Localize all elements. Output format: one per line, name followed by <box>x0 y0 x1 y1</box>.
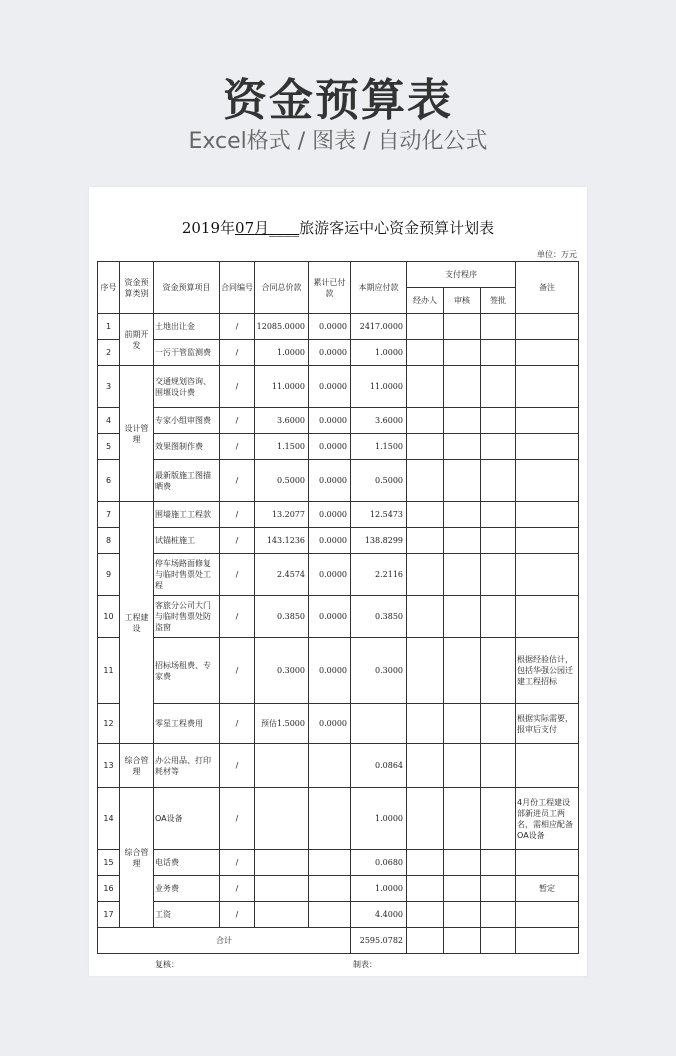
cell-contract-no: / <box>220 876 255 902</box>
cell-review <box>444 340 481 366</box>
cell-item: 客旅分公司大门与临时售票处防盗窗 <box>154 596 220 638</box>
cell-due: 2417.0000 <box>351 314 407 340</box>
header-item: 资金预算项目 <box>154 262 220 314</box>
cell-handler <box>407 744 444 788</box>
cell-seq: 3 <box>98 366 120 408</box>
title-year: 2019年 <box>181 219 236 237</box>
title-month-suffix: 月 <box>254 219 270 237</box>
cell-contract-no: / <box>220 502 255 528</box>
table-row <box>98 408 579 434</box>
cell-handler <box>407 788 444 850</box>
cell-contract-no: / <box>220 596 255 638</box>
cell-contract-no: / <box>220 340 255 366</box>
title-main: 旅游客运中心资金预算计划表 <box>299 219 495 237</box>
table-row <box>98 314 579 340</box>
cell-seq: 15 <box>98 850 120 876</box>
cell-handler <box>407 460 444 502</box>
cell-contract-total: 2.4574 <box>255 554 309 596</box>
cell-due: 11.0000 <box>351 366 407 408</box>
cell-category: 工程建设 <box>120 502 154 744</box>
cell-paid <box>309 788 351 850</box>
cell-handler <box>407 528 444 554</box>
prepared-signature-label: 制表： <box>353 960 377 969</box>
table-row <box>98 902 579 928</box>
cell-item: 土地出让金 <box>154 314 220 340</box>
cell-due: 1.0000 <box>351 788 407 850</box>
cell-item: 业务费 <box>154 876 220 902</box>
cell-remark <box>516 850 579 876</box>
cell-approve <box>481 554 516 596</box>
cell-approve <box>481 788 516 850</box>
cell-seq: 5 <box>98 434 120 460</box>
spreadsheet-page <box>89 187 587 976</box>
cell-handler <box>407 554 444 596</box>
table-body <box>98 314 579 954</box>
cell-category: 前期开发 <box>120 314 154 366</box>
cell-contract-no: / <box>220 554 255 596</box>
cell-approve <box>481 850 516 876</box>
cell-item: OA设备 <box>154 788 220 850</box>
cell-paid: 0.0000 <box>309 434 351 460</box>
header-category: 资金预算类别 <box>120 262 154 314</box>
cell-approve <box>481 502 516 528</box>
cell-due: 0.5000 <box>351 460 407 502</box>
cell-paid: 0.0000 <box>309 502 351 528</box>
cell-item: 零星工程费用 <box>154 704 220 744</box>
cell-handler <box>407 876 444 902</box>
cell-paid: 0.0000 <box>309 340 351 366</box>
cell-seq: 6 <box>98 460 120 502</box>
cell-seq: 2 <box>98 340 120 366</box>
cell-paid <box>309 902 351 928</box>
table-row <box>98 704 579 744</box>
cell-due: 12.5473 <box>351 502 407 528</box>
cell-handler <box>407 434 444 460</box>
cell-contract-no: / <box>220 744 255 788</box>
cell-contract-total: 13.2077 <box>255 502 309 528</box>
cell-paid: 0.0000 <box>309 460 351 502</box>
cell-paid: 0.0000 <box>309 314 351 340</box>
cell-contract-no: / <box>220 788 255 850</box>
unit-label: 单位：万元 <box>537 250 577 259</box>
cell-contract-no: / <box>220 850 255 876</box>
cell-contract-total: 0.3850 <box>255 596 309 638</box>
cell-review <box>444 744 481 788</box>
table-row <box>98 528 579 554</box>
cell-remark: 4月份工程建设部新进员工两名，需相应配备OA设备 <box>516 788 579 850</box>
cell-contract-total <box>255 788 309 850</box>
cell-item: 专家小组审图费 <box>154 408 220 434</box>
cell-category: 综合管理 <box>120 788 154 928</box>
title-month: 07 <box>235 219 255 237</box>
header-seq: 序号 <box>98 262 120 314</box>
cell-review <box>444 502 481 528</box>
cell-contract-no: / <box>220 366 255 408</box>
cell-seq: 11 <box>98 638 120 704</box>
cell-remark <box>516 744 579 788</box>
cell-handler <box>407 638 444 704</box>
cell-approve <box>481 434 516 460</box>
cell-remark <box>516 460 579 502</box>
header-due: 本期应付款 <box>351 262 407 314</box>
cell-contract-no: / <box>220 638 255 704</box>
cell-due: 138.8299 <box>351 528 407 554</box>
cell-approve <box>481 408 516 434</box>
cell-review <box>444 596 481 638</box>
table-row <box>98 340 579 366</box>
cell-paid: 0.0000 <box>309 704 351 744</box>
cell-contract-total <box>255 876 309 902</box>
cell-seq: 8 <box>98 528 120 554</box>
table-row <box>98 876 579 902</box>
header-review: 审核 <box>444 288 481 314</box>
cell-review <box>444 528 481 554</box>
cell-due: 0.3000 <box>351 638 407 704</box>
hero-title: 资金预算表 <box>223 75 453 126</box>
cell-approve <box>481 704 516 744</box>
cell-remark <box>516 366 579 408</box>
cell-item: 一污干管监测费 <box>154 340 220 366</box>
total-empty-cell <box>407 928 444 954</box>
header-handler: 经办人 <box>407 288 444 314</box>
cell-category: 综合管理 <box>120 744 154 788</box>
cell-contract-no: / <box>220 460 255 502</box>
cell-paid: 0.0000 <box>309 366 351 408</box>
cell-contract-total: 3.6000 <box>255 408 309 434</box>
cell-remark <box>516 340 579 366</box>
cell-seq: 9 <box>98 554 120 596</box>
table-row <box>98 744 579 788</box>
cell-handler <box>407 408 444 434</box>
cell-review <box>444 638 481 704</box>
cell-review <box>444 366 481 408</box>
cell-review <box>444 434 481 460</box>
cell-seq: 4 <box>98 408 120 434</box>
table-row <box>98 638 579 704</box>
cell-approve <box>481 314 516 340</box>
table-row <box>98 554 579 596</box>
cell-review <box>444 876 481 902</box>
table-row <box>98 366 579 408</box>
cell-review <box>444 704 481 744</box>
cell-seq: 13 <box>98 744 120 788</box>
cell-contract-total <box>255 744 309 788</box>
review-signature-label: 复核： <box>155 960 179 969</box>
cell-contract-no: / <box>220 528 255 554</box>
cell-remark <box>516 528 579 554</box>
header-approve: 签批 <box>481 288 516 314</box>
cell-contract-total <box>255 850 309 876</box>
cell-approve <box>481 460 516 502</box>
cell-approve <box>481 528 516 554</box>
cell-contract-no: / <box>220 434 255 460</box>
total-due: 2595.0782 <box>351 928 407 954</box>
cell-remark <box>516 596 579 638</box>
cell-seq: 7 <box>98 502 120 528</box>
cell-paid: 0.0000 <box>309 554 351 596</box>
cell-item: 交通规划咨询、围堰设计费 <box>154 366 220 408</box>
header-contract-total: 合同总价款 <box>255 262 309 314</box>
cell-seq: 12 <box>98 704 120 744</box>
cell-contract-total: 0.5000 <box>255 460 309 502</box>
cell-paid <box>309 744 351 788</box>
cell-handler <box>407 340 444 366</box>
cell-due: 0.0864 <box>351 744 407 788</box>
cell-item: 招标场租费、专家费 <box>154 638 220 704</box>
total-empty-cell <box>481 928 516 954</box>
cell-review <box>444 902 481 928</box>
cell-remark <box>516 502 579 528</box>
cell-item: 效果图制作费 <box>154 434 220 460</box>
cell-seq: 10 <box>98 596 120 638</box>
header-payment-process: 支付程序 <box>407 262 516 288</box>
cell-due <box>351 704 407 744</box>
cell-remark <box>516 408 579 434</box>
cell-due: 4.4000 <box>351 902 407 928</box>
cell-contract-total: 0.3000 <box>255 638 309 704</box>
cell-handler <box>407 704 444 744</box>
cell-contract-no: / <box>220 704 255 744</box>
cell-due: 1.0000 <box>351 340 407 366</box>
cell-seq: 17 <box>98 902 120 928</box>
cell-approve <box>481 366 516 408</box>
cell-item: 工资 <box>154 902 220 928</box>
cell-handler <box>407 502 444 528</box>
cell-review <box>444 788 481 850</box>
hero-subtitle: Excel格式 / 图表 / 自动化公式 <box>188 129 488 154</box>
cell-approve <box>481 744 516 788</box>
cell-approve <box>481 638 516 704</box>
budget-table <box>97 261 579 954</box>
cell-due: 3.6000 <box>351 408 407 434</box>
total-empty-cell <box>444 928 481 954</box>
cell-due: 1.1500 <box>351 434 407 460</box>
cell-item: 办公用品、打印耗材等 <box>154 744 220 788</box>
cell-review <box>444 460 481 502</box>
total-empty-cell <box>516 928 579 954</box>
table-row <box>98 502 579 528</box>
cell-handler <box>407 366 444 408</box>
cell-due: 2.2116 <box>351 554 407 596</box>
table-row <box>98 850 579 876</box>
title-blank: ____ <box>269 219 300 237</box>
cell-remark <box>516 434 579 460</box>
cell-due: 0.0680 <box>351 850 407 876</box>
cell-due: 1.0000 <box>351 876 407 902</box>
cell-contract-total <box>255 902 309 928</box>
cell-contract-no: / <box>220 902 255 928</box>
cell-handler <box>407 850 444 876</box>
cell-remark <box>516 902 579 928</box>
cell-item: 停车场路面修复与临时售票处工程 <box>154 554 220 596</box>
cell-approve <box>481 902 516 928</box>
cell-item: 最新版施工图描晒费 <box>154 460 220 502</box>
cell-category: 设计管理 <box>120 366 154 502</box>
total-label: 合计 <box>98 928 351 954</box>
cell-approve <box>481 340 516 366</box>
cell-contract-no: / <box>220 408 255 434</box>
cell-item: 围墙施工工程款 <box>154 502 220 528</box>
cell-review <box>444 314 481 340</box>
cell-contract-total: 12085.0000 <box>255 314 309 340</box>
table-row <box>98 434 579 460</box>
cell-item: 试锚桩施工 <box>154 528 220 554</box>
cell-due: 0.3850 <box>351 596 407 638</box>
cell-remark: 根据经验估计，包括华强公园迁建工程招标 <box>516 638 579 704</box>
table-row <box>98 596 579 638</box>
cell-contract-total: 143.1236 <box>255 528 309 554</box>
cell-review <box>444 850 481 876</box>
header-paid: 累计已付款 <box>309 262 351 314</box>
cell-paid <box>309 876 351 902</box>
table-header <box>98 262 579 314</box>
table-row <box>98 460 579 502</box>
cell-paid: 0.0000 <box>309 528 351 554</box>
cell-handler <box>407 902 444 928</box>
cell-paid <box>309 850 351 876</box>
header-remark: 备注 <box>516 262 579 314</box>
cell-seq: 1 <box>98 314 120 340</box>
cell-review <box>444 554 481 596</box>
cell-seq: 16 <box>98 876 120 902</box>
header-contract-no: 合同编号 <box>220 262 255 314</box>
cell-handler <box>407 596 444 638</box>
cell-paid: 0.0000 <box>309 596 351 638</box>
cell-handler <box>407 314 444 340</box>
cell-contract-total: 1.1500 <box>255 434 309 460</box>
cell-contract-total: 11.0000 <box>255 366 309 408</box>
cell-seq: 14 <box>98 788 120 850</box>
cell-item: 电话费 <box>154 850 220 876</box>
cell-paid: 0.0000 <box>309 638 351 704</box>
cell-paid: 0.0000 <box>309 408 351 434</box>
cell-review <box>444 408 481 434</box>
document-title <box>89 217 587 238</box>
cell-approve <box>481 596 516 638</box>
cell-remark: 根据实际需要，报审后支付 <box>516 704 579 744</box>
cell-contract-no: / <box>220 314 255 340</box>
cell-contract-total: 1.0000 <box>255 340 309 366</box>
cell-remark <box>516 314 579 340</box>
cell-approve <box>481 876 516 902</box>
table-row <box>98 788 579 850</box>
cell-remark: 暂定 <box>516 876 579 902</box>
cell-remark <box>516 554 579 596</box>
table-total-row <box>98 928 579 954</box>
cell-contract-total: 预估1.5000 <box>255 704 309 744</box>
